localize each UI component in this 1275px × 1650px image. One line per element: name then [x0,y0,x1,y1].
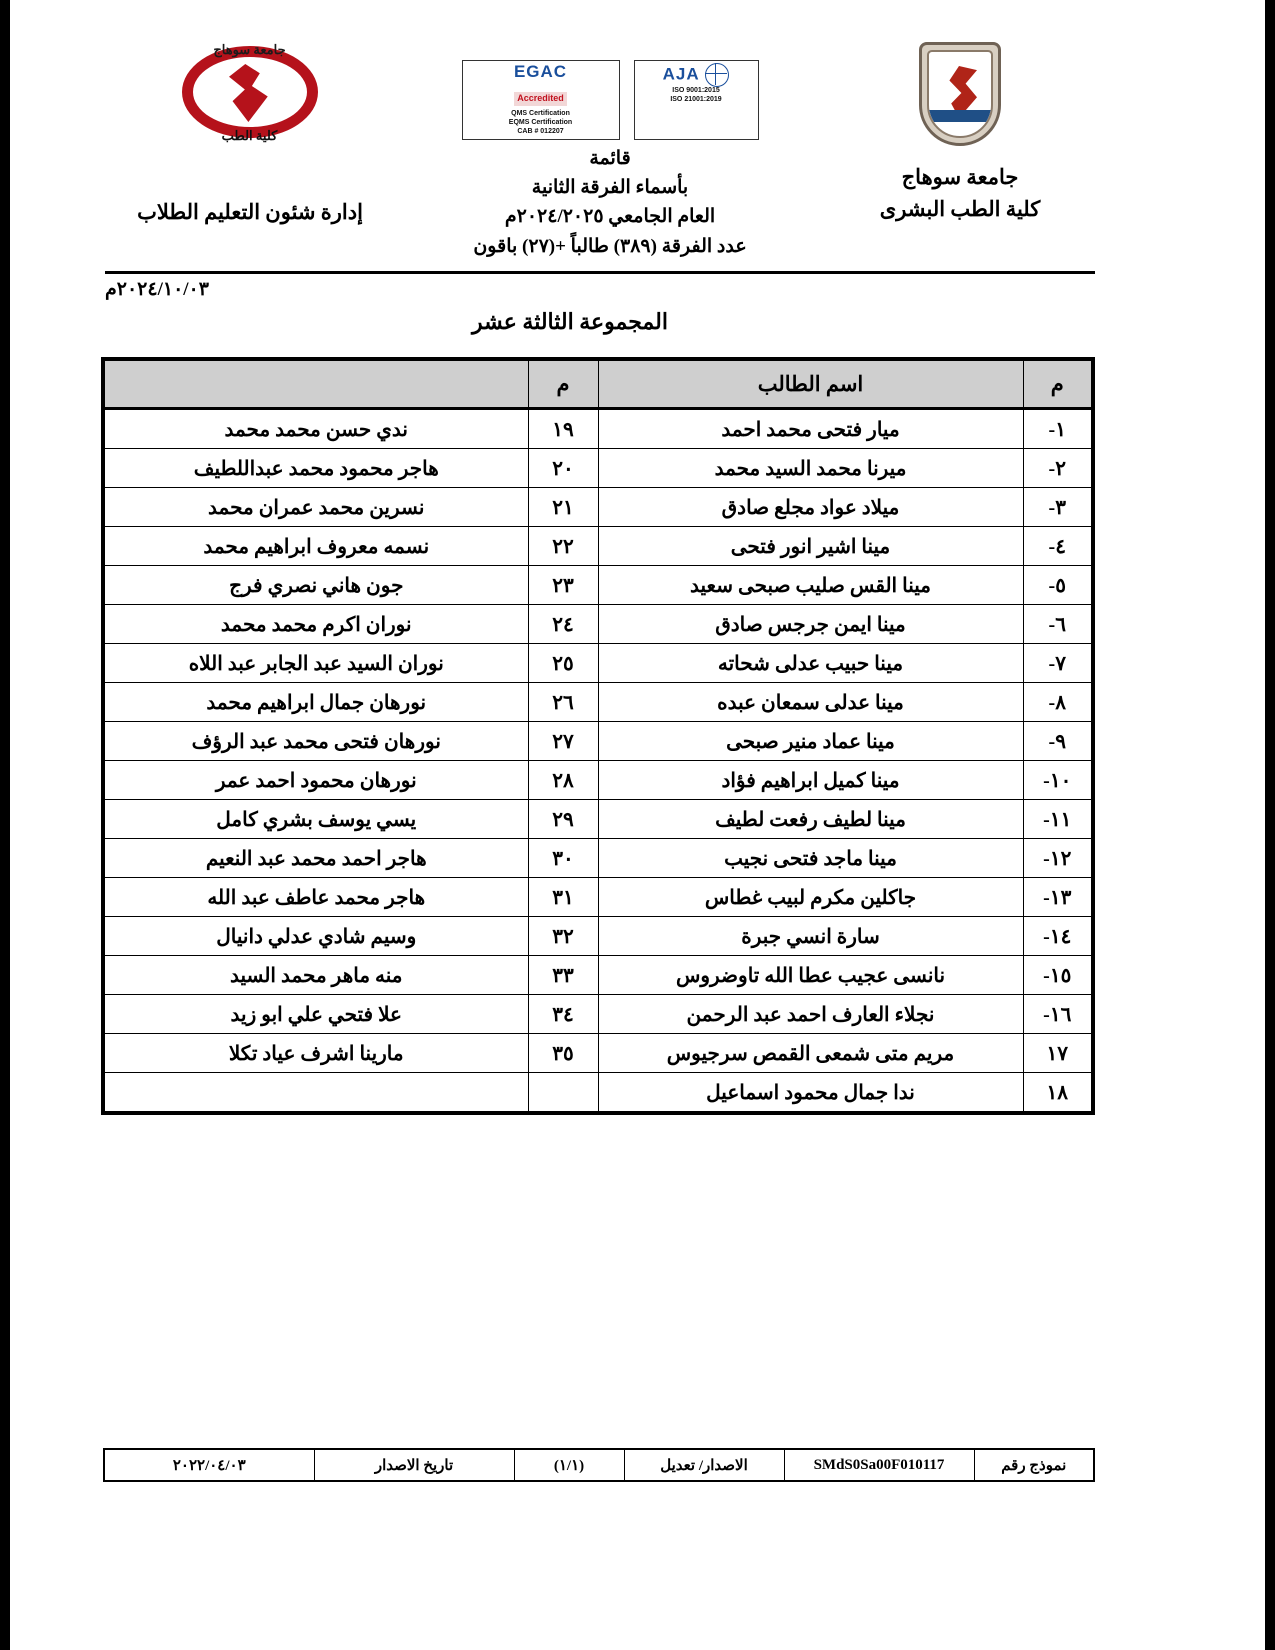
cell-index-right: ١- [1023,409,1093,449]
cell-index-left: ٢٣ [528,566,598,605]
cell-index-right: ١٧ [1023,1034,1093,1073]
cell-index-left: ٢٢ [528,527,598,566]
cell-name-left: وسيم شادي عدلي دانيال [103,917,528,956]
cell-index-left: ٣٣ [528,956,598,995]
cell-name-right: مينا كميل ابراهيم فؤاد [598,761,1023,800]
cell-name-right: مينا ماجد فتحى نجيب [598,839,1023,878]
header-divider [105,271,1095,274]
col-header-index-right: م [1023,359,1093,409]
department-name: إدارة شئون التعليم الطلاب [137,200,363,224]
egac-stamp-icon: EGAC Accredited QMS Certification EQMS Certification CAB # 012207 [462,60,620,140]
cell-name-right: مينا عدلى سمعان عبده [598,683,1023,722]
cell-name-right: مريم متى شمعى القمص سرجيوس [598,1034,1023,1073]
footer-date-label: تاريخ الاصدار [314,1449,514,1481]
table-row [103,917,1093,956]
cell-name-left [103,1073,528,1114]
col-header-index-left: م [528,359,598,409]
cell-name-left: نوران السيد عبد الجابر عبد اللاه [103,644,528,683]
cell-index-right: ١٠- [1023,761,1093,800]
cell-name-left: جون هاني نصري فرج [103,566,528,605]
cell-index-left: ٢٨ [528,761,598,800]
cell-index-right: ١١- [1023,800,1093,839]
university-crest-icon [911,40,1009,152]
footer-form-code: SMdS0Sa00F010117 [784,1449,974,1481]
cell-index-right: ١٢- [1023,839,1093,878]
cell-name-left: هاجر محمد عاطف عبد الله [103,878,528,917]
table-row [103,722,1093,761]
cell-index-left: ٣٤ [528,995,598,1034]
cell-index-left: ٣١ [528,878,598,917]
footer-form-label: نموذج رقم [974,1449,1094,1481]
table-row [103,956,1093,995]
cell-name-right: مينا اشير انور فتحى [598,527,1023,566]
cell-index-left: ٣٥ [528,1034,598,1073]
cell-name-left: ندي حسن محمد محمد [103,409,528,449]
cell-index-right: ٧- [1023,644,1093,683]
cell-index-left [528,1073,598,1114]
cell-name-right: ندا جمال محمود اسماعيل [598,1073,1023,1114]
cell-name-left: نسمه معروف ابراهيم محمد [103,527,528,566]
cell-name-right: مينا لطيف رفعت لطيف [598,800,1023,839]
cell-index-left: ٢١ [528,488,598,527]
table-row [103,683,1093,722]
cell-index-right: ٦- [1023,605,1093,644]
doc-title-line-1: قائمة [589,147,631,169]
footer-edition-value: (١/١) [514,1449,624,1481]
cell-index-left: ١٩ [528,409,598,449]
cell-index-right: ١٦- [1023,995,1093,1034]
table-row [103,644,1093,683]
cell-index-right: ٣- [1023,488,1093,527]
document-body [105,40,1095,1115]
cell-name-right: ميرنا محمد السيد محمد [598,449,1023,488]
cell-name-right: نجلاء العارف احمد عبد الرحمن [598,995,1023,1034]
cell-name-left: نوران اكرم محمد محمد [103,605,528,644]
cell-name-right: مينا عماد منير صبحى [598,722,1023,761]
student-names-table [101,357,1095,1115]
header-title-block [410,40,810,261]
cell-index-left: ٢٦ [528,683,598,722]
group-title: المجموعة الثالثة عشر [472,309,668,335]
table-row [103,566,1093,605]
cell-name-right: مينا القس صليب صبحى سعيد [598,566,1023,605]
footer-date-value: ٢٠٢٢/٠٤/٠٣ [104,1449,314,1481]
logo-top-text: جامعة سوهاج [213,42,286,57]
cell-name-left: نورهان فتحى محمد عبد الرؤف [103,722,528,761]
table-row [103,409,1093,449]
cell-index-right: ٥- [1023,566,1093,605]
document-footer [105,1448,1095,1482]
cell-index-right: ١٥- [1023,956,1093,995]
cell-name-left: هاجر احمد محمد عبد النعيم [103,839,528,878]
table-row [103,800,1093,839]
cell-index-left: ٢٤ [528,605,598,644]
cell-index-left: ٣٠ [528,839,598,878]
col-header-name-right: اسم الطالب [598,359,1023,409]
cell-name-right: مينا ايمن جرجس صادق [598,605,1023,644]
table-row [103,605,1093,644]
cell-index-left: ٢٠ [528,449,598,488]
cell-name-left: مارينا اشرف عياد تكلا [103,1034,528,1073]
cell-name-right: جاكلين مكرم لبيب غطاس [598,878,1023,917]
doc-title-line-3: العام الجامعي ٢٠٢٤/٢٠٢٥م [504,206,716,228]
faculty-name: كلية الطب البشرى [879,196,1041,221]
header-university-block [825,40,1095,225]
cell-index-right: ١٣- [1023,878,1093,917]
col-header-name-left [103,359,528,409]
table-row [103,488,1093,527]
cell-name-right: ميلاد عواد مجلع صادق [598,488,1023,527]
cell-name-right: مينا حبيب عدلى شحاته [598,644,1023,683]
cell-name-right: سارة انسي جبرة [598,917,1023,956]
cell-index-right: ٩- [1023,722,1093,761]
doc-title-line-4: عدد الفرقة (٣٨٩) طالباً +(٢٧) باقون [473,235,747,257]
table-row [103,761,1093,800]
table-row [103,1034,1093,1073]
header-department-block [105,40,395,225]
logo-bottom-text: كلية الطب [221,128,278,143]
cell-name-left: نورهان جمال ابراهيم محمد [103,683,528,722]
cell-name-left: علا فتحي علي ابو زيد [103,995,528,1034]
table-header-row [103,359,1093,409]
cell-index-left: ٢٩ [528,800,598,839]
accreditation-stamps [410,60,810,140]
cell-name-right: نانسى عجيب عطا الله تاوضروس [598,956,1023,995]
table-row [103,839,1093,878]
table-row [103,1073,1093,1114]
document-header [105,40,1095,261]
cell-name-left: هاجر محمود محمد عبداللطيف [103,449,528,488]
cell-index-right: ٤- [1023,527,1093,566]
table-row [103,995,1093,1034]
footer-row [104,1449,1094,1481]
doc-title-line-2: بأسماء الفرقة الثانية [531,176,689,198]
cell-index-right: ١٤- [1023,917,1093,956]
aja-stamp-icon: AJA ISO 9001:2015 ISO 21001:2019 [634,60,759,140]
table-body [103,409,1093,1114]
cell-index-left: ٢٥ [528,644,598,683]
faculty-logo-icon [168,40,333,160]
cell-index-right: ٨- [1023,683,1093,722]
document-date: ٢٠٢٤/١٠/٠٣م [105,279,209,301]
cell-name-left: يسي يوسف بشري كامل [103,800,528,839]
cell-name-left: نورهان محمود احمد عمر [103,761,528,800]
cell-index-left: ٢٧ [528,722,598,761]
cell-name-left: نسرين محمد عمران محمد [103,488,528,527]
table-row [103,527,1093,566]
table-row [103,449,1093,488]
footer-edition-label: الاصدار/ تعديل [624,1449,784,1481]
footer-table [103,1448,1095,1482]
university-name: جامعة سوهاج [901,165,1019,189]
table-row [103,878,1093,917]
cell-name-right: ميار فتحى محمد احمد [598,409,1023,449]
cell-index-right: ٢- [1023,449,1093,488]
cell-index-right: ١٨ [1023,1073,1093,1114]
cell-name-left: منه ماهر محمد السيد [103,956,528,995]
cell-index-left: ٣٢ [528,917,598,956]
